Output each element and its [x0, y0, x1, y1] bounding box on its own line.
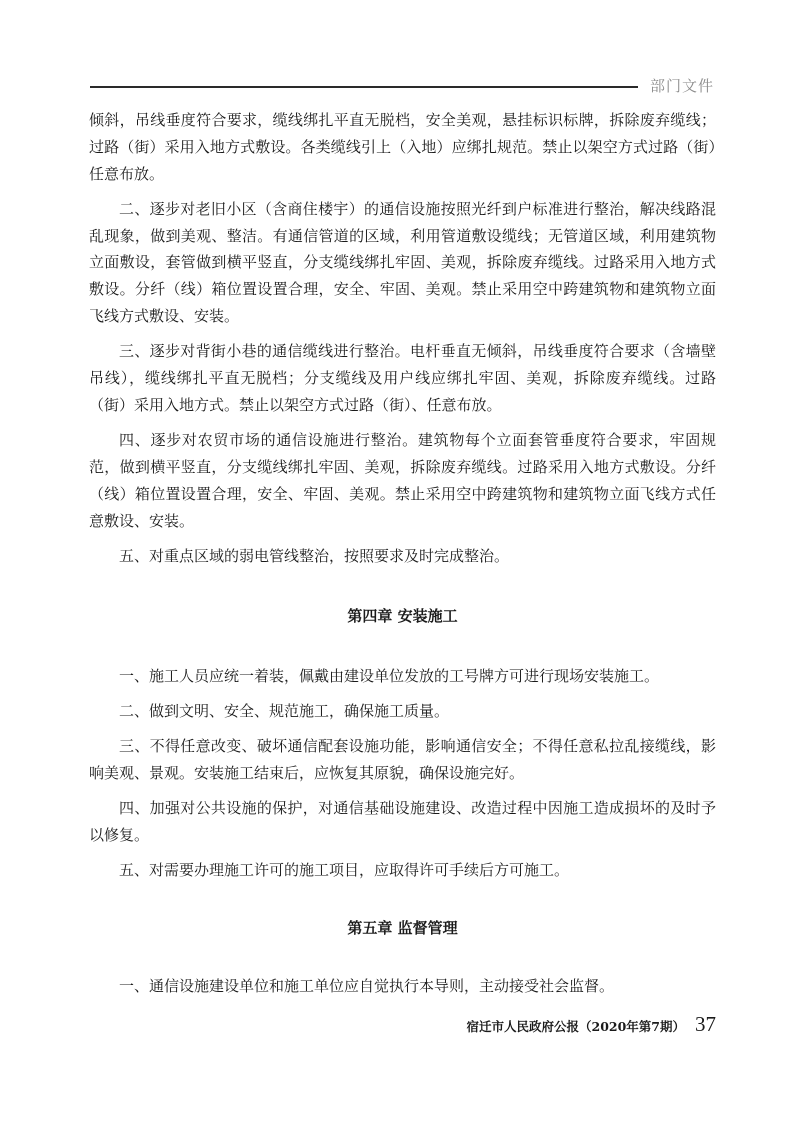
chapter-4-item-3: 三、不得任意改变、破坏通信配套设施功能，影响通信安全；不得任意私拉乱接缆线，影响美观、景观。安装施工结束后，应恢复其原貌，确保设施完好。	[89, 737, 716, 782]
paragraph-continued: 倾斜，吊线垂度符合要求，缆线绑扎平直无脱档，安全美观，悬挂标识标牌，拆除废弃缆线；过路（街）采用入地方式敷设。各类缆线引上（入地）应绑扎规范。禁止以架空方式过路（街）任意布放。	[89, 111, 716, 183]
section-label: 部门文件	[650, 77, 715, 95]
document-body	[89, 107, 716, 1000]
page-number: 37	[695, 1012, 716, 1036]
paragraph-item-5: 五、对重点区域的弱电管线整治，按照要求及时完成整治。	[119, 546, 510, 565]
chapter-4-item-1: 一、施工人员应统一着装，佩戴由建设单位发放的工号牌方可进行现场安装施工。	[119, 666, 660, 685]
publication-name: 宿迁市人民政府公报（2020年第7期）	[466, 1019, 685, 1034]
page-footer	[467, 1012, 717, 1037]
header-rule	[90, 86, 638, 88]
chapter-5-title: 第五章 监督管理	[347, 919, 458, 938]
paragraph-item-2: 二、逐步对老旧小区（含商住楼宇）的通信设施按照光纤到户标准进行整治，解决线路混乱现象，做到美观、整洁。有通信管道的区域，利用管道敷设缆线；无管道区域，利用建筑物立面敷设，套管做到横平竖直，分支缆线绑扎牢固、美观，拆除废弃缆线。过路采用入地方式敷设。分纤（线）箱位置设置合理，安全、牢固、美观。禁止采用空中跨建筑物和建筑物立面飞线方式敷设、安装。	[89, 199, 716, 326]
chapter-4-item-4: 四、加强对公共设施的保护，对通信基础设施建设、改造过程中因施工造成损坏的及时予以修复。	[89, 799, 716, 845]
chapter-4-item-2: 二、做到文明、安全、规范施工，确保施工质量。	[119, 701, 450, 720]
paragraph-item-3: 三、逐步对背街小巷的通信缆线进行整治。电杆垂直无倾斜，吊线垂度符合要求（含墙壁吊线），缆线绑扎平直无脱档；分支缆线及用户线应绑扎牢固、美观，拆除废弃缆线。过路（街）采用入地方式。禁止以架空方式过路（街）、任意布放。	[89, 342, 716, 414]
chapter-5-item-1: 一、通信设施建设单位和施工单位应自觉执行本导则，主动接受社会监督。	[119, 976, 615, 995]
chapter-4-item-5: 五、对需要办理施工许可的施工项目，应取得许可手续后方可施工。	[119, 861, 570, 880]
chapter-4-title: 第四章 安装施工	[347, 606, 458, 625]
paragraph-item-4: 四、逐步对农贸市场的通信设施进行整治。建筑物每个立面套管垂度符合要求，牢固规范，做到横平竖直，分支缆线绑扎牢固、美观，拆除废弃缆线。过路采用入地方式敷设。分纤（线）箱位置设置合理，安全、牢固、美观。禁止采用空中跨建筑物和建筑物立面飞线方式任意敷设、安装。	[89, 431, 716, 530]
